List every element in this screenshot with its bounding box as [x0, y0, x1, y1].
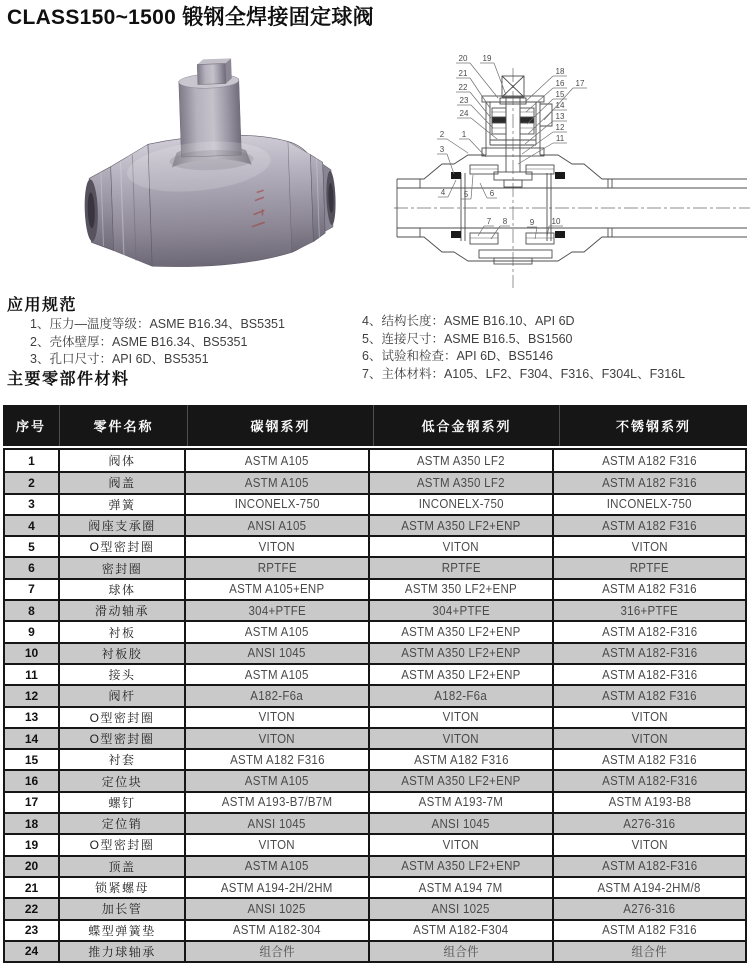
material-low-alloy: VITON: [370, 708, 554, 727]
part-name: 顶盖: [60, 857, 186, 876]
material-low-alloy: ASTM A182-F304: [370, 921, 554, 940]
diagram-bonnet-assembly: [482, 76, 552, 187]
material-stainless: ASTM A182 F316: [602, 752, 697, 767]
diagram-callout-number: 2: [439, 130, 445, 139]
material-stainless: VITON: [631, 539, 668, 554]
material-carbon: ASTM A105+ENP: [186, 580, 370, 599]
material-stainless: A276-316: [623, 901, 676, 916]
part-name: 衬套: [60, 750, 186, 769]
material-carbon: VITON: [186, 729, 370, 748]
material-low-alloy: ASTM A350 LF2+ENP: [370, 516, 554, 535]
diagram-callout-number: 24: [459, 109, 469, 118]
material-low-alloy: VITON: [370, 729, 554, 748]
photo-weld-end-left: [83, 167, 113, 252]
material-carbon: ASTM A193-B7/B7M: [186, 793, 370, 812]
material-stainless: ASTM A182 F316: [602, 453, 697, 468]
material-stainless: ASTM A182 F316: [602, 518, 697, 533]
material-low-alloy: ASTM A350 LF2: [370, 450, 554, 471]
spec-item: 3、孔口尺寸：API 6D、BS5351: [30, 352, 209, 366]
material-low-alloy: ASTM 350 LF2+ENP: [370, 580, 554, 599]
photo-weld-end-right: [288, 140, 337, 253]
material-stainless: ASTM A182-F316: [601, 646, 698, 661]
spec-item: 5、连接尺寸：ASME B16.5、BS1560: [362, 331, 573, 346]
page-title: CLASS150~1500 锻钢全焊接固定球阀: [7, 6, 374, 29]
material-carbon: ASTM A105: [186, 473, 370, 492]
spec-item: 1、压力—温度等级：ASME B16.34、BS5351: [30, 317, 285, 331]
table-row: [5, 493, 745, 514]
diagram-valve-outline: [397, 155, 747, 264]
row-number: 8: [5, 601, 60, 620]
part-name: 阀座支承圈: [60, 516, 186, 535]
diagram-callout-number: 5: [463, 190, 469, 199]
table-row: [5, 620, 745, 641]
material-low-alloy: ASTM A350 LF2: [370, 473, 554, 492]
part-name: 加长管: [60, 899, 186, 918]
specs-heading: 应用规范: [7, 297, 78, 314]
table-row: [5, 706, 745, 727]
material-stainless: ASTM A182-F316: [601, 667, 698, 682]
diagram-callout-number: 23: [459, 96, 469, 105]
parts-materials-table: [3, 405, 747, 963]
table-row: [5, 599, 745, 620]
spec-item: 7、主体材料：A105、LF2、F304、F316、F304L、F316L: [362, 366, 686, 381]
material-stainless: INCONELX-750: [606, 497, 693, 512]
material-stainless: ASTM A182 F316: [602, 923, 697, 938]
part-name: 螺钉: [60, 793, 186, 812]
column-header-4: 不锈钢系列: [615, 419, 691, 434]
table-row: [5, 556, 745, 577]
spec-list-left: [30, 316, 285, 369]
table-row: [5, 833, 745, 854]
part-name: 阀盖: [60, 473, 186, 492]
material-stainless: 组合件: [631, 945, 668, 960]
row-number: 20: [5, 857, 60, 876]
material-carbon: ASTM A105: [186, 622, 370, 641]
material-carbon: ANSI 1025: [186, 899, 370, 918]
material-carbon: ASTM A105: [186, 665, 370, 684]
part-name: 滑动轴承: [60, 601, 186, 620]
diagram-callout-number: 10: [551, 217, 561, 226]
diagram-callout-number: 11: [555, 134, 565, 143]
table-row: [5, 855, 745, 876]
row-number: 22: [5, 899, 60, 918]
table-row: [5, 919, 745, 940]
part-name: O型密封圈: [60, 729, 186, 748]
material-stainless: ASTM A194-2HM/8: [597, 880, 702, 895]
material-carbon: VITON: [186, 537, 370, 556]
table-row: [5, 940, 745, 961]
material-carbon: ANSI 1045: [186, 644, 370, 663]
material-stainless: ASTM A182-F316: [601, 774, 698, 789]
material-carbon: ASTM A182 F316: [186, 750, 370, 769]
diagram-callout-number: 16: [555, 79, 565, 88]
material-stainless: A276-316: [623, 816, 676, 831]
diagram-callout-number: 6: [489, 189, 495, 198]
row-number: 10: [5, 644, 60, 663]
material-low-alloy: ASTM A350 LF2+ENP: [370, 857, 554, 876]
material-carbon: 304+PTFE: [186, 601, 370, 620]
table-header-row: [3, 405, 747, 446]
table-row: [5, 769, 745, 790]
material-stainless: 316+PTFE: [620, 603, 679, 618]
diagram-callout-number: 19: [482, 54, 492, 63]
table-row: [5, 471, 745, 492]
column-header-1: 零件名称: [60, 405, 188, 446]
material-stainless: ASTM A182-F316: [601, 625, 698, 640]
table-body: [3, 448, 747, 963]
part-name: 蝶型弹簧垫: [60, 921, 186, 940]
material-low-alloy: A182-F6a: [370, 686, 554, 705]
material-carbon: ANSI 1045: [186, 814, 370, 833]
table-row: [5, 727, 745, 748]
table-row: [5, 791, 745, 812]
part-name: 弹簧: [60, 495, 186, 514]
part-name: 阀体: [60, 450, 186, 471]
table-row: [5, 748, 745, 769]
diagram-callouts: [437, 54, 587, 239]
table-row: [5, 812, 745, 833]
part-name: O型密封圈: [60, 708, 186, 727]
row-number: 24: [5, 942, 60, 961]
photo-stem-head: [197, 58, 232, 84]
material-low-alloy: VITON: [370, 835, 554, 854]
material-low-alloy: ASTM A193-7M: [370, 793, 554, 812]
material-low-alloy: 304+PTFE: [370, 601, 554, 620]
material-low-alloy: ANSI 1045: [370, 814, 554, 833]
row-number: 6: [5, 558, 60, 577]
part-name: 接头: [60, 665, 186, 684]
part-name: 推力球轴承: [60, 942, 186, 961]
spec-item: 6、试验和检查：API 6D、BS5146: [362, 349, 554, 363]
materials-heading: 主要零部件材料: [7, 371, 130, 388]
table-row: [5, 642, 745, 663]
material-carbon: VITON: [186, 835, 370, 854]
material-carbon: ANSI A105: [186, 516, 370, 535]
material-low-alloy: INCONELX-750: [370, 495, 554, 514]
row-number: 11: [5, 665, 60, 684]
part-name: 定位块: [60, 771, 186, 790]
material-low-alloy: ASTM A350 LF2+ENP: [370, 665, 554, 684]
diagram-callout-number: 4: [440, 188, 446, 197]
table-row: [5, 535, 745, 556]
row-number: 19: [5, 835, 60, 854]
material-carbon: ASTM A105: [186, 450, 370, 471]
material-stainless: VITON: [631, 837, 668, 852]
diagram-callout-number: 8: [502, 217, 508, 226]
row-number: 7: [5, 580, 60, 599]
material-carbon: ASTM A182-304: [186, 921, 370, 940]
row-number: 17: [5, 793, 60, 812]
part-name: O型密封圈: [60, 537, 186, 556]
material-low-alloy: ASTM A350 LF2+ENP: [370, 771, 554, 790]
diagram-callout-number: 20: [458, 54, 468, 63]
part-name: 密封圈: [60, 558, 186, 577]
material-carbon: VITON: [186, 708, 370, 727]
row-number: 14: [5, 729, 60, 748]
part-name: 定位销: [60, 814, 186, 833]
material-stainless: VITON: [631, 710, 668, 725]
row-number: 23: [5, 921, 60, 940]
cross-section-diagram: [394, 40, 750, 290]
row-number: 3: [5, 495, 60, 514]
diagram-centerlines: [394, 68, 750, 288]
diagram-callout-number: 1: [461, 130, 467, 139]
table-row: [5, 514, 745, 535]
material-stainless: ASTM A193-B8: [608, 795, 691, 810]
material-carbon: INCONELX-750: [186, 495, 370, 514]
material-carbon: RPTFE: [186, 558, 370, 577]
part-name: O型密封圈: [60, 835, 186, 854]
row-number: 16: [5, 771, 60, 790]
material-low-alloy: ASTM A194 7M: [370, 878, 554, 897]
material-stainless: ASTM A182 F316: [602, 582, 697, 597]
material-stainless: ASTM A182 F316: [602, 475, 697, 490]
spec-list-right: [362, 313, 685, 383]
diagram-callout-number: 18: [555, 67, 565, 76]
column-header-3: 低合金钢系列: [374, 405, 560, 446]
row-number: 5: [5, 537, 60, 556]
diagram-callout-number: 21: [458, 69, 468, 78]
material-low-alloy: 组合件: [370, 942, 554, 961]
row-number: 2: [5, 473, 60, 492]
diagram-callout-number: 15: [555, 90, 565, 99]
material-stainless: VITON: [631, 731, 668, 746]
row-number: 18: [5, 814, 60, 833]
diagram-callout-number: 9: [529, 218, 535, 227]
part-name: 衬板: [60, 622, 186, 641]
part-name: 球体: [60, 580, 186, 599]
material-stainless: RPTFE: [629, 561, 670, 576]
material-low-alloy: ANSI 1025: [370, 899, 554, 918]
material-low-alloy: RPTFE: [370, 558, 554, 577]
table-row: [5, 578, 745, 599]
diagram-callout-number: 17: [575, 79, 585, 88]
part-name: 锁紧螺母: [60, 878, 186, 897]
material-carbon: A182-F6a: [186, 686, 370, 705]
material-low-alloy: ASTM A350 LF2+ENP: [370, 622, 554, 641]
spec-item: 2、壳体壁厚：ASME B16.34、BS5351: [30, 334, 248, 349]
column-header-2: 碳钢系列: [188, 405, 374, 446]
spec-item: 4、结构长度：ASME B16.10、API 6D: [362, 314, 575, 328]
diagram-callout-number: 12: [555, 123, 565, 132]
material-stainless: ASTM A182 F316: [602, 688, 697, 703]
column-header-0: 序号: [3, 405, 60, 446]
material-low-alloy: ASTM A350 LF2+ENP: [370, 644, 554, 663]
table-row: [5, 684, 745, 705]
diagram-callout-number: 14: [555, 101, 565, 110]
product-photo: [50, 46, 380, 291]
row-number: 1: [5, 450, 60, 471]
diagram-callout-number: 3: [439, 145, 445, 154]
material-stainless: ASTM A182-F316: [601, 859, 698, 874]
diagram-callout-number: 13: [555, 112, 565, 121]
material-carbon: ASTM A105: [186, 771, 370, 790]
material-low-alloy: VITON: [370, 537, 554, 556]
material-carbon: 组合件: [186, 942, 370, 961]
material-carbon: ASTM A105: [186, 857, 370, 876]
part-name: 阀杆: [60, 686, 186, 705]
row-number: 15: [5, 750, 60, 769]
table-row: [5, 663, 745, 684]
diagram-callout-number: 22: [458, 83, 468, 92]
table-row: [5, 450, 745, 471]
part-name: 衬板胶: [60, 644, 186, 663]
row-number: 21: [5, 878, 60, 897]
table-row: [5, 897, 745, 918]
row-number: 12: [5, 686, 60, 705]
diagram-callout-number: 7: [486, 217, 492, 226]
row-number: 9: [5, 622, 60, 641]
material-low-alloy: ASTM A182 F316: [370, 750, 554, 769]
table-row: [5, 876, 745, 897]
material-carbon: ASTM A194-2H/2HM: [186, 878, 370, 897]
row-number: 13: [5, 708, 60, 727]
row-number: 4: [5, 516, 60, 535]
